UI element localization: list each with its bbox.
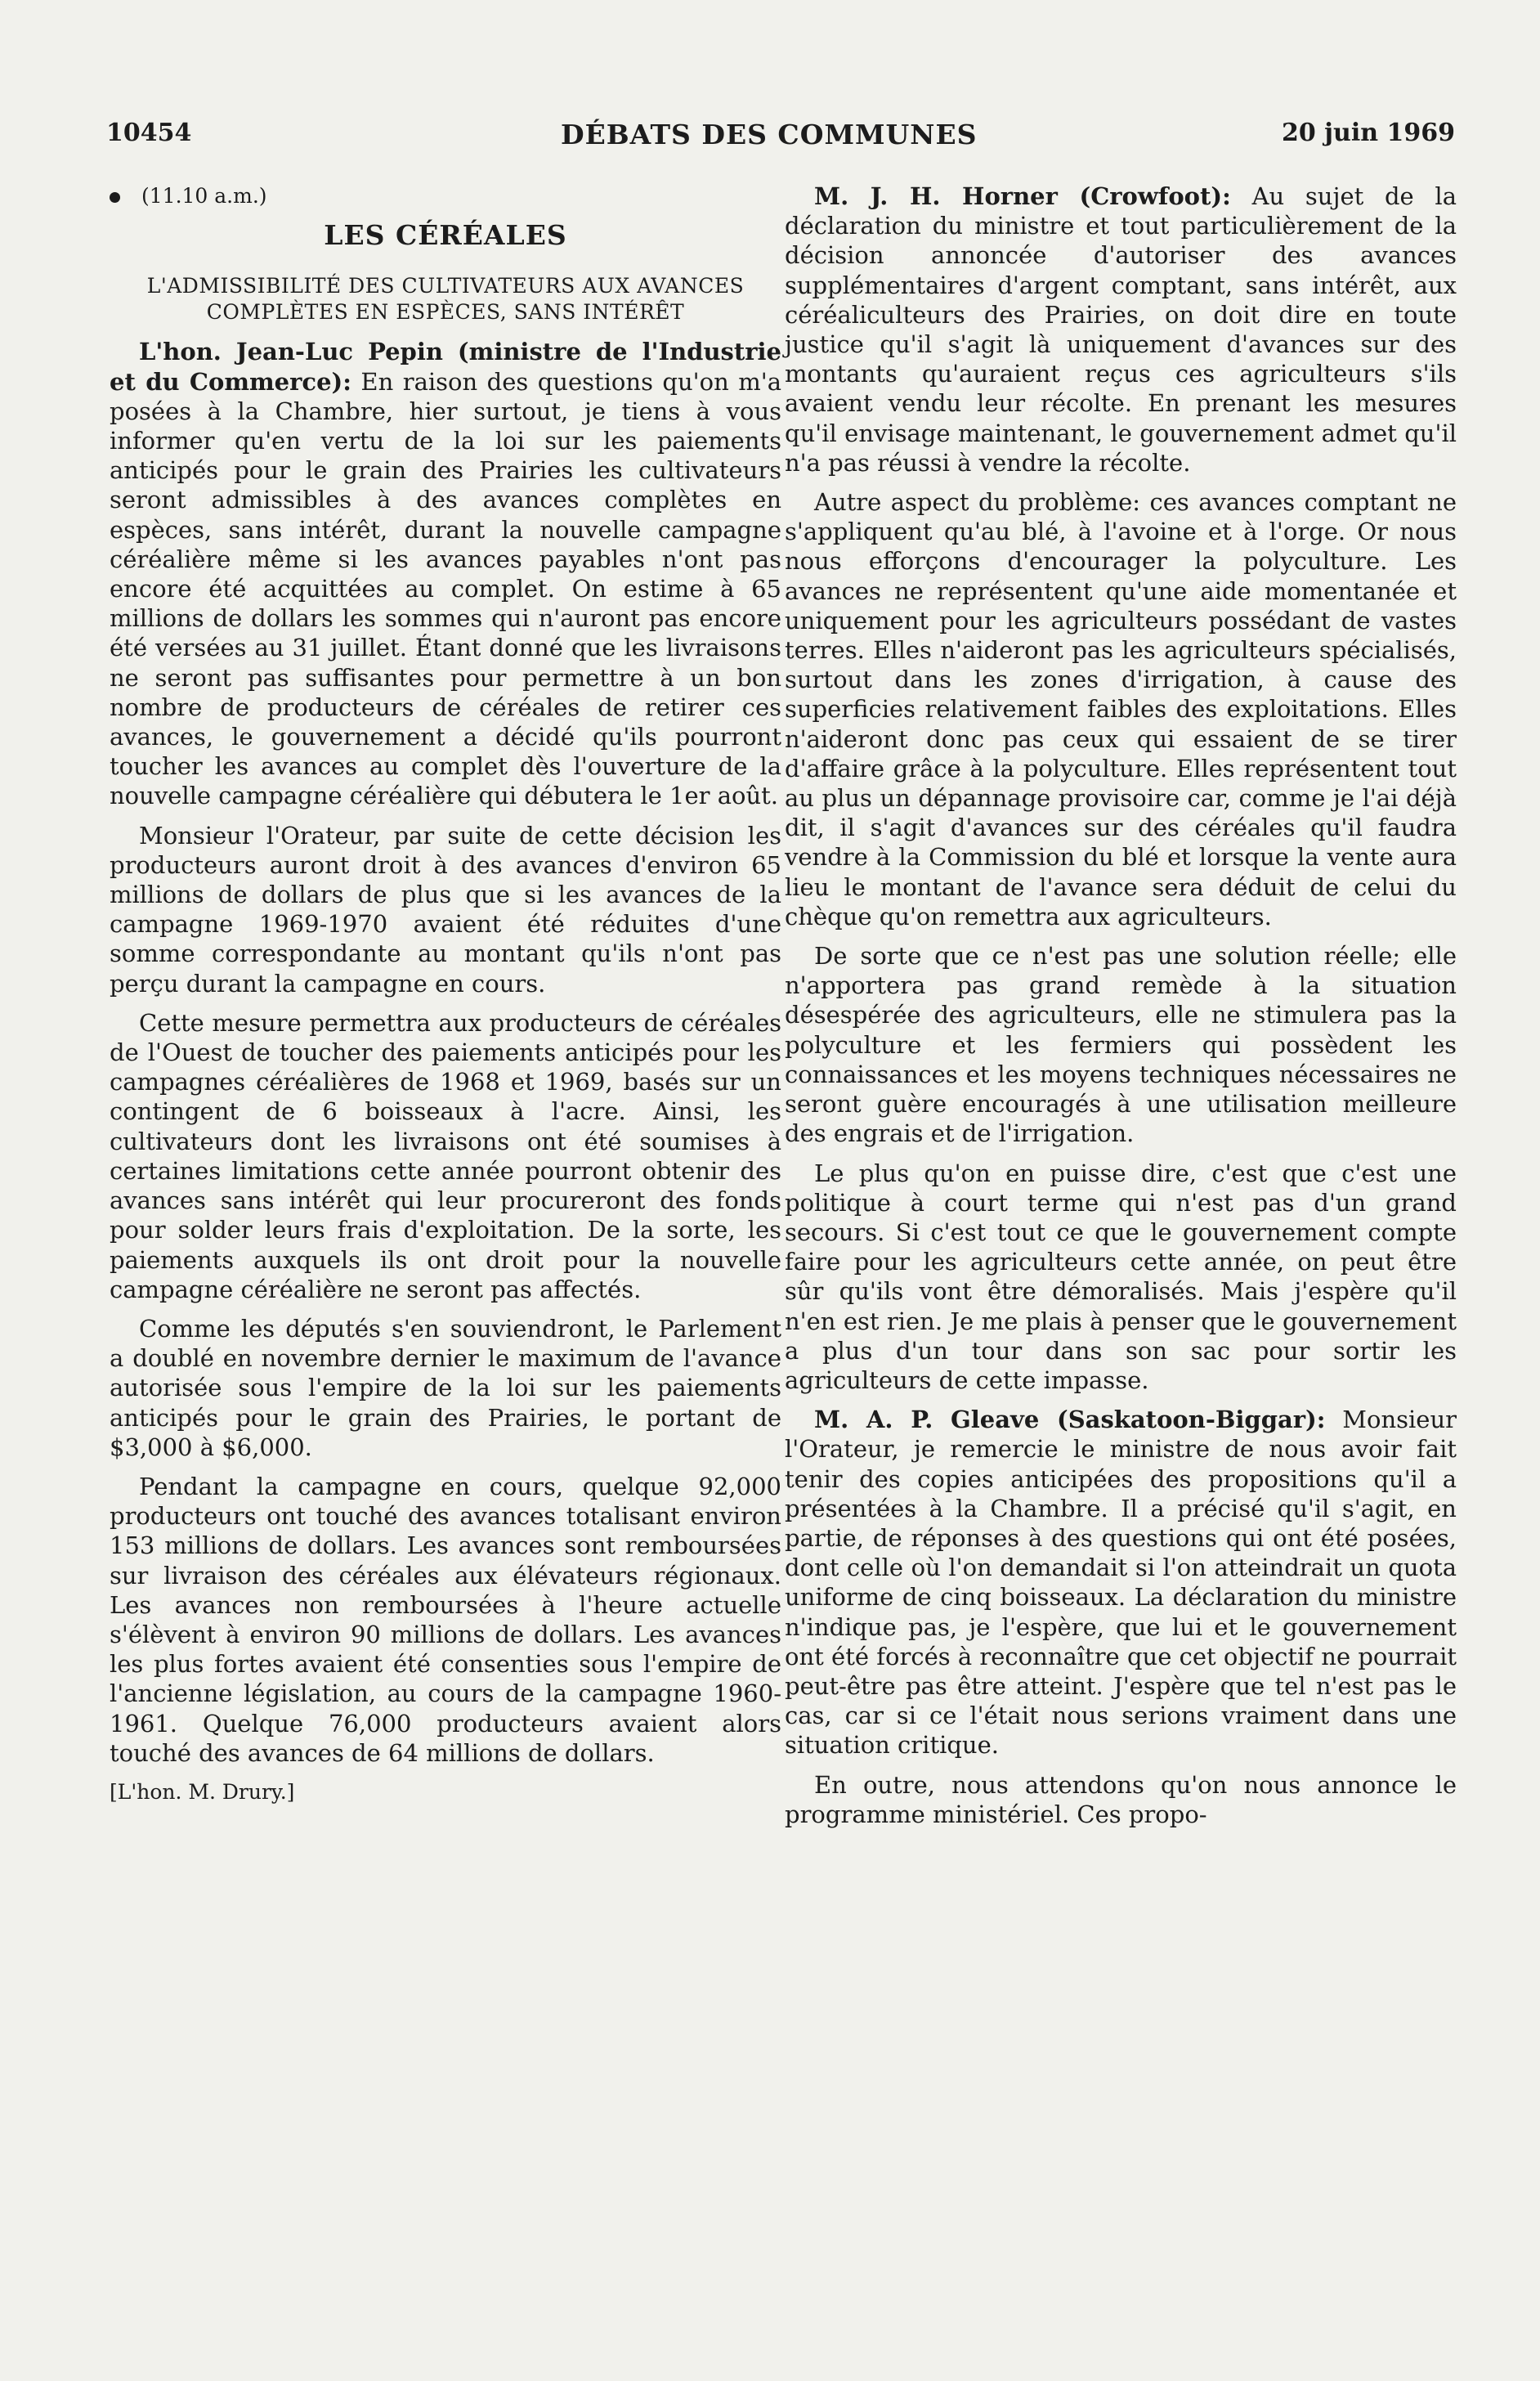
paragraph-text: Monsieur l'Orateur, je remercie le ministre de nous avoir fait tenir des copies anticipées des propositions qu'il a présentées à la Chambre. Il a précisé qu'il s'agit, en partie, de réponses à des questions qui ont été posées, dont celle où l'on demandait si l'on atteindrait un quota uniforme de cinq boisseaux. La déclaration du ministre n'indique pas, je l'espère, que lui et le gouvernement ont été forcés à reconnaître que cet objectif ne pourrait peut-être pas être atteint. J'espère que tel n'est pas le cas, car si ce l'était nous serions vraiment dans une situation critique.: [785, 1406, 1457, 1760]
left-column: [110, 182, 781, 1817]
paragraph: [110, 337, 781, 810]
speaker-name: L'hon. Jean-Luc Pepin (ministre de l'Industrie et du Commerce):: [110, 338, 781, 396]
speaker-name: M. A. P. Gleave (Saskatoon-Biggar):: [814, 1406, 1326, 1434]
publication-date: 20 juin 1969: [1281, 119, 1455, 147]
paragraph: En outre, nous attendons qu'on nous annonce le programme ministériel. Ces propo-: [785, 1770, 1457, 1828]
paragraph: Comme les députés s'en souviendront, le Parlement a doublé en novembre dernier le maximum de l'avance autorisée sous l'empire de la loi sur les paiements anticipés pour le grain des Prairies, le portant de $3,000 à $6,000.: [110, 1314, 781, 1461]
paragraph: De sorte que ce n'est pas une solution réelle; elle n'apportera pas grand remède à la situation désespérée des agriculteurs, elle ne stimulera pas la polyculture et les fermiers qui possèdent les connaissances et les moyens techniques nécessaires ne seront guère encouragés à une utilisation meilleure des engrais et de l'irrigation.: [785, 942, 1457, 1148]
speaker-attribution: [L'hon. M. Drury.]: [110, 1779, 295, 1804]
time-marker-text: (11.10 a.m.): [141, 184, 267, 208]
paragraph-text: Au sujet de la déclaration du ministre et tout particulièrement de la décision annoncée d'autoriser des avances supplémentaires d'argent comptant, sans intérêt, aux céréaliculteurs des Prairies, on doit dire en toute justice qu'il s'agit là uniquement d'avances sur des montants qu'auraient reçus ces agriculteurs s'ils avaient vendu leur récolte. En prenant les mesures qu'il envisage maintenant, le gouvernement admet qu'il n'a pas réussi à vendre la récolte.: [785, 182, 1457, 477]
paragraph: Autre aspect du problème: ces avances comptant ne s'appliquent qu'au blé, à l'avoine et à l'orge. Or nous nous efforçons d'encourager la polyculture. Les avances ne représentent qu'une aide momentanée et uniquement pour les agriculteurs possédant de vastes terres. Elles n'aideront pas les agriculteurs spécialisés, surtout dans les zones d'irrigation, à cause des superficies relativement faibles des exploitations. Elles n'aideront donc pas ceux qui essaient de se tirer d'affaire grâce à la polyculture. Elles représentent tout au plus un dépannage provisoire car, comme je l'ai déjà dit, il s'agit d'avances sur des céréales qu'il faudra vendre à la Commission du blé et lorsque la vente aura lieu le montant de l'avance sera déduit de celui du chèque qu'on remettra aux agriculteurs.: [785, 488, 1457, 930]
time-marker: [110, 182, 781, 211]
bullet-icon: [110, 192, 120, 203]
right-column: [785, 182, 1457, 1839]
speaker-name: M. J. H. Horner (Crowfoot):: [814, 182, 1231, 210]
page-number: 10454: [106, 119, 192, 147]
section-subtitle: L'ADMISSIBILITÉ DES CULTIVATEURS AUX AVANCES COMPLÈTES EN ESPÈCES, SANS INTÉRÊT: [146, 274, 745, 325]
paragraph: [785, 1405, 1457, 1760]
paragraph: Le plus qu'on en puisse dire, c'est que c'est une politique à court terme qui n'est pas d'un grand secours. Si c'est tout ce que le gouvernement compte faire pour les agriculteurs cette année, on peut être sûr qu'ils vont être démoralisés. Mais j'espère qu'il n'en est rien. Je me plais à penser que le gouvernement a plus d'un tour dans son sac pour sortir les agriculteurs de cette impasse.: [785, 1159, 1457, 1394]
page-header: [106, 119, 1455, 156]
paragraph: Cette mesure permettra aux producteurs de céréales de l'Ouest de toucher des paiements anticipés pour les campagnes céréalières de 1968 et 1969, basés sur un contingent de 6 boisseaux à l'acre. Ainsi, les cultivateurs dont les livraisons ont été soumises à certaines limitations cette année pourront obtenir des avances sans intérêt qui leur procureront des fonds pour solder leurs frais d'exploitation. De la sorte, les paiements auxquels ils ont droit pour la nouvelle campagne céréalière ne seront pas affectés.: [110, 1008, 781, 1303]
journal-title: DÉBATS DES COMMUNES: [561, 119, 978, 150]
paragraph: Monsieur l'Orateur, par suite de cette décision les producteurs auront droit à des avances d'environ 65 millions de dollars de plus que si les avances de la campagne 1969-1970 avaient été réduites d'une somme correspondante au montant qu'ils n'ont pas perçu durant la campagne en cours.: [110, 821, 781, 998]
paragraph: [785, 182, 1457, 478]
paragraph-text: En raison des questions qu'on m'a posées à la Chambre, hier surtout, je tiens à vous informer qu'en vertu de la loi sur les paiements anticipés pour le grain des Prairies les cultivateurs seront admissibles à des avances complètes en espèces, sans intérêt, durant la nouvelle campagne céréalière même si les avances payables n'ont pas encore été acquittées au complet. On estime à 65 millions de dollars les sommes qui n'auront pas encore été versées au 31 juillet. Étant donné que les livraisons ne seront pas suffisantes pour permettre à un bon nombre de producteurs de céréales de retirer ces avances, le gouvernement a décidé qu'ils pourront toucher les avances au complet dès l'ouverture de la nouvelle campagne céréalière qui débutera le 1er août.: [110, 367, 781, 810]
paragraph: Pendant la campagne en cours, quelque 92,000 producteurs ont touché des avances totalisant environ 153 millions de dollars. Les avances sont remboursées sur livraison des céréales aux élévateurs régionaux. Les avances non remboursées à l'heure actuelle s'élèvent à environ 90 millions de dollars. Les avances les plus fortes avaient été consenties sous l'empire de l'ancienne législation, au cours de la campagne 1960-1961. Quelque 76,000 producteurs avaient alors touché des avances de 64 millions de dollars.: [110, 1472, 781, 1767]
section-title: LES CÉRÉALES: [324, 219, 567, 252]
